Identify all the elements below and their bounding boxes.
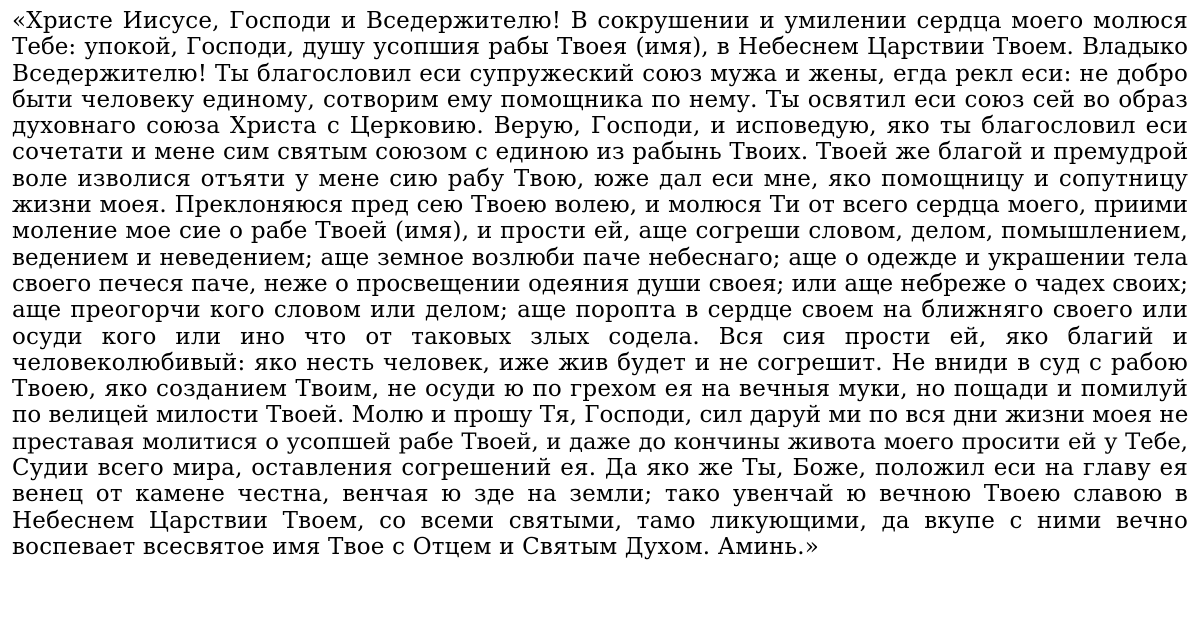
prayer-line: своего печеся паче, неже о просвещении одеяния души своея; или аще небреже о чадех своих; — [12, 270, 1188, 297]
prayer-line: «Христе Иисусе, Господи и Вседержителю! В сокрушении и умилении сердца моего молюся — [12, 8, 1188, 34]
prayer-line: венец от камене честна, венчая ю зде на земли; тако увенчай ю вечною Твоею славою в — [12, 481, 1188, 508]
prayer-line: по велицей милости Твоей. Молю и прошу Тя, Господи, сил даруй ми по вся дни жизни моея не — [12, 402, 1189, 429]
prayer-line: Вседержителю! Ты благословил еси супружеский союз мужа и жены, егда рекл еси: не добро — [12, 60, 1188, 87]
prayer-line: моление мое сие о рабе Твоей (имя), и прости ей, аще согреши словом, делом, помышлением, — [12, 218, 1188, 245]
prayer-line: быти человеку единому, сотворим ему помощника по нему. Ты освятил еси союз сей во образ — [12, 86, 1188, 113]
prayer-text — [12, 8, 1188, 560]
prayer-line: человеколюбивый: яко несть человек, иже жив будет и не согрешит. Не вниди в суд с рабою — [12, 349, 1188, 376]
prayer-line: воле изволися отъяти у мене сию рабу Твою, юже дал еси мне, яко помощницу и сопутницу — [12, 165, 1188, 192]
prayer-line: Судии всего мира, оставления согрешений ея. Да яко же Ты, Боже, положил еси на главу ея — [12, 455, 1188, 482]
prayer-line: сочетати и мене сим святым союзом с единою из рабынь Твоих. Твоей же благой и премудрой — [12, 139, 1189, 166]
prayer-line: духовнаго союза Христа с Церковию. Верую, Господи, и исповедую, яко ты благословил еси — [12, 113, 1188, 140]
prayer-line: Небеснем Царствии Твоем, со всеми святыми, тамо ликующими, да вкупе с ними вечно — [12, 507, 1188, 534]
prayer-line: осуди кого или ино что от таковых злых содела. Вся сия прости ей, яко благий и — [12, 323, 1188, 350]
prayer-line: ведением и неведением; аще земное возлюби паче небеснаго; аще о одежде и украшении тела — [12, 244, 1188, 271]
prayer-line: преставая молитися о усопшей рабе Твоей, и даже до кончины живота моего просити ей у Тебе, — [12, 428, 1188, 455]
prayer-line: воспевает всесвятое имя Твое с Отцем и Святым Духом. Аминь.» — [12, 533, 820, 560]
prayer-line: жизни моея. Преклоняюся пред сею Твоею волею, и молюся Ти от всего сердца моего, приими — [12, 192, 1188, 219]
prayer-line: Тебе: упокой, Господи, душу усопшия рабы Твоея (имя), в Небеснем Царствии Твоем. Владыко — [12, 34, 1188, 61]
prayer-line: аще преогорчи кого словом или делом; аще поропта в сердце своем на ближняго своего или — [12, 297, 1188, 324]
prayer-line: Твоею, яко созданием Твоим, не осуди ю по грехом ея на вечныя муки, но пощади и помилуй — [12, 376, 1188, 403]
